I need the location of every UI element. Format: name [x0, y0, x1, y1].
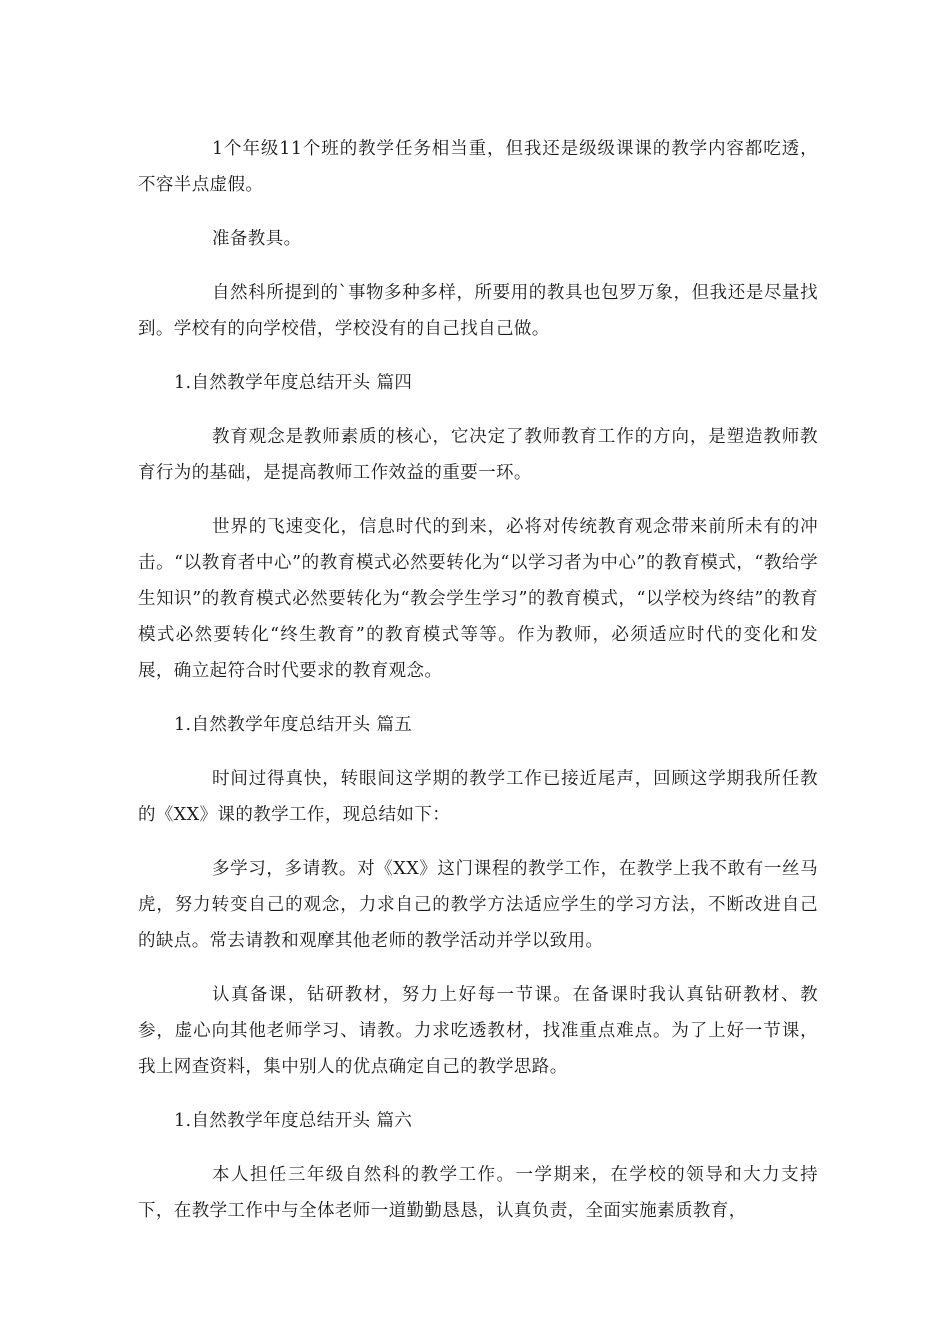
paragraph: 1个年级11个班的教学任务相当重，但我还是级级课课的教学内容都吃透，不容半点虚假。 [138, 139, 818, 195]
section-heading: 1.自然教学年度总结开头 篇四 [174, 373, 413, 393]
paragraph: 世界的飞速变化，信息时代的到来，必将对传统教育观念带来前所未有的冲击。“以教育者中心”的教育模式必然要转化为“以学习者为中心”的教育模式，“教给学生知识”的教育模式必然要转化为“教会学生学习”的教育模式，“以学校为终结”的教育模式必然要转化“终生教育”的教育模式等等。作为教师，必须适应时代的变化和发展，确立起符合时代要求的教育观念。 [138, 517, 818, 681]
paragraph: 时间过得真快，转眼间这学期的教学工作已接近尾声，回顾这学期我所任教的《XX》课的教学工作，现总结如下： [138, 769, 818, 825]
section-heading: 1.自然教学年度总结开头 篇六 [174, 1111, 413, 1131]
paragraph: 认真备课，钻研教材，努力上好每一节课。在备课时我认真钻研教材、教参，虚心向其他老师学习、请教。力求吃透教材，找准重点难点。为了上好一节课，我上网查资料，集中别人的优点确定自己的教学思路。 [138, 985, 818, 1077]
paragraph: 本人担任三年级自然科的教学工作。一学期来，在学校的领导和大力支持下，在教学工作中与全体老师一道勤勤恳恳，认真负责，全面实施素质教育， [138, 1165, 818, 1221]
paragraph: 自然科所提到的`事物多种多样，所要用的教具也包罗万象，但我还是尽量找到。学校有的向学校借，学校没有的自己找自己做。 [138, 283, 818, 339]
paragraph: 教育观念是教师素质的核心，它决定了教师教育工作的方向，是塑造教师教育行为的基础，是提高教师工作效益的重要一环。 [138, 427, 818, 483]
paragraph: 多学习，多请教。对《XX》这门课程的教学工作，在教学上我不敢有一丝马虎，努力转变自己的观念，力求自己的教学方法适应学生的学习方法，不断改进自己的缺点。常去请教和观摩其他老师的教学活动并学以致用。 [138, 859, 818, 951]
paragraph: 准备教具。 [212, 229, 302, 249]
document-body [138, 131, 818, 1229]
section-heading: 1.自然教学年度总结开头 篇五 [174, 715, 413, 735]
